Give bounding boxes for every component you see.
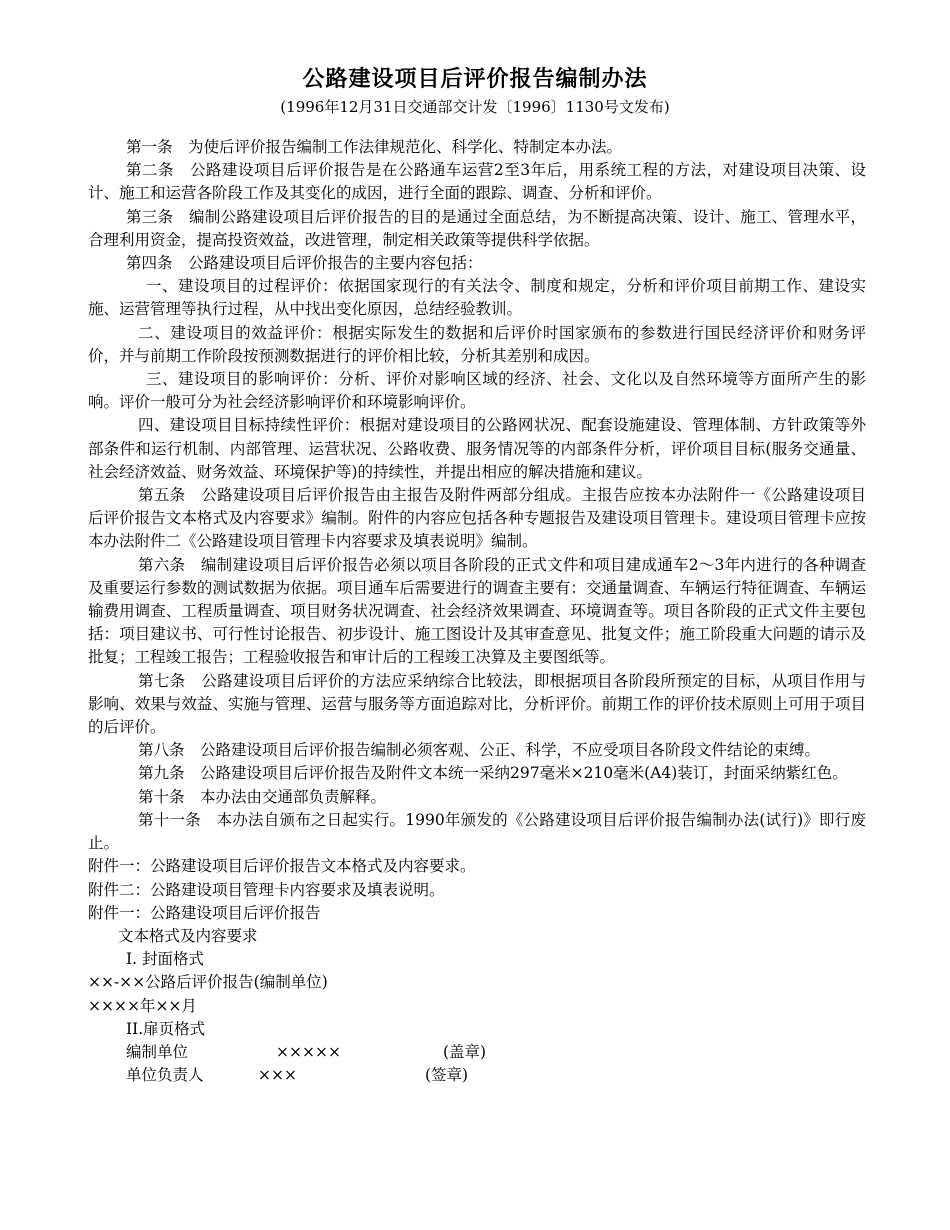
document-body bbox=[88, 136, 866, 1087]
row-value: ××××× bbox=[276, 1042, 341, 1061]
cover-line-1: ××-××公路后评价报告(编制单位) bbox=[88, 973, 328, 992]
article-9: 第九条 公路建设项目后评价报告及附件文本统一采纳297毫米×210毫米(A4)装订，封面采纳紫红色。 bbox=[138, 764, 848, 783]
cover-line-2: ××××年××月 bbox=[88, 996, 197, 1015]
title-page-row-unit bbox=[88, 1041, 866, 1064]
article-2: 第二条 公路建设项目后评价报告是在公路通车运营2至3年后，用系统工程的方法，对建设项目决策、设计、施工和运营各阶段工作及其变化的成因，进行全面的跟踪、调查、分析和评价。 bbox=[88, 161, 866, 203]
row-note: (签章) bbox=[425, 1066, 469, 1085]
article-6: 第六条 编制建设项目后评价报告必须以项目各阶段的正式文件和项目建成通车2～3年内进行的各种调查及重要运行参数的测试数据为依据。项目通车后需要进行的调查主要有：交通量调查、车辆运行特征调查、车辆运输费用调查、工程质量调查、项目财务状况调查、社会经济效果调查、环境调查等。项目各阶段的正式文件主要包括：项目建议书、可行性讨论报告、初步设计、施工图设计及其审查意见、批复文件；施工阶段重大问题的请示及批复；工程竣工报告；工程验收报告和审计后的工程竣工决算及主要图纸等。 bbox=[88, 555, 866, 667]
article-4-item-4: 四、建设项目目标持续性评价：根据对建设项目的公路网状况、配套设施建设、管理体制、方针政策等外部条件和运行机制、内部管理、运营状况、公路收费、服务情况等的内部条件分析，评价项目目标(服务交通量、社会经济效益、财务效益、环境保护等)的持续性，并提出相应的解决措施和建议。 bbox=[88, 416, 866, 481]
article-4-item-2: 二、建设项目的效益评价：根据实际发生的数据和后评价时国家颁布的参数进行国民经济评价和财务评价，并与前期工作阶段按预测数据进行的评价相比较，分析其差别和成因。 bbox=[88, 323, 866, 365]
article-4-item-1: 一、建设项目的过程评价：依据国家现行的有关法令、制度和规定，分析和评价项目前期工作、建设实施、运营管理等执行过程，从中找出变化原因，总结经验教训。 bbox=[88, 277, 866, 319]
row-note: (盖章) bbox=[443, 1042, 487, 1061]
article-8: 第八条 公路建设项目后评价报告编制必须客观、公正、科学，不应受项目各阶段文件结论的束缚。 bbox=[138, 741, 821, 760]
document-subtitle: (1996年12月31日交通部交计发〔1996〕1130号文发布) bbox=[280, 98, 670, 116]
article-5: 第五条 公路建设项目后评价报告由主报告及附件两部分组成。主报告应按本办法附件一《公路建设项目后评价报告文本格式及内容要求》编制。附件的内容应包括各种专题报告及建设项目管理卡。建设项目管理卡应按本办法附件二《公路建设项目管理卡内容要求及填表说明》编制。 bbox=[88, 486, 866, 551]
article-10: 第十条 本办法由交通部负责解释。 bbox=[138, 787, 387, 806]
cover-format-heading: I. 封面格式 bbox=[126, 950, 204, 969]
document-title: 公路建设项目后评价报告编制办法 bbox=[302, 66, 648, 92]
article-4-item-3: 三、建设项目的影响评价：分析、评价对影响区域的经济、社会、文化以及自然环境等方面所产生的影响。评价一般可分为社会经济影响评价和环境影响评价。 bbox=[88, 370, 866, 412]
title-page-row-head bbox=[88, 1064, 866, 1087]
row-label: 单位负责人 bbox=[126, 1066, 204, 1085]
attachment-1: 附件一：公路建设项目后评价报告文本格式及内容要求。 bbox=[88, 857, 476, 876]
row-value: ××× bbox=[258, 1066, 297, 1085]
title-page-format-heading: II.扉页格式 bbox=[126, 1019, 206, 1038]
article-1: 第一条 为使后评价报告编制工作法律规范化、科学化、特制定本办法。 bbox=[126, 138, 623, 156]
format-heading: 文本格式及内容要求 bbox=[118, 926, 258, 945]
article-4: 第四条 公路建设项目后评价报告的主要内容包括： bbox=[126, 254, 483, 273]
article-7: 第七条 公路建设项目后评价的方法应采纳综合比较法，即根据项目各阶段所预定的目标，从项目作用与影响、效果与效益、实施与管理、运营与服务等方面追踪对比，分析评价。前期工作的评价技术原则上可用于项目的后评价。 bbox=[88, 671, 866, 737]
attachment-2: 附件二：公路建设项目管理卡内容要求及填表说明。 bbox=[88, 880, 445, 899]
article-11: 第十一条 本办法自颁布之日起实行。1990年颁发的《公路建设项目后评价报告编制办法(试行)》即行废止。 bbox=[88, 810, 866, 853]
row-label: 编制单位 bbox=[126, 1042, 189, 1061]
article-3: 第三条 编制公路建设项目后评价报告的目的是通过全面总结，为不断提高决策、设计、施工、管理水平，合理利用资金，提高投资效益，改进管理，制定相关政策等提供科学依据。 bbox=[88, 207, 866, 249]
attachment-1-title: 附件一：公路建设项目后评价报告 bbox=[88, 903, 321, 922]
